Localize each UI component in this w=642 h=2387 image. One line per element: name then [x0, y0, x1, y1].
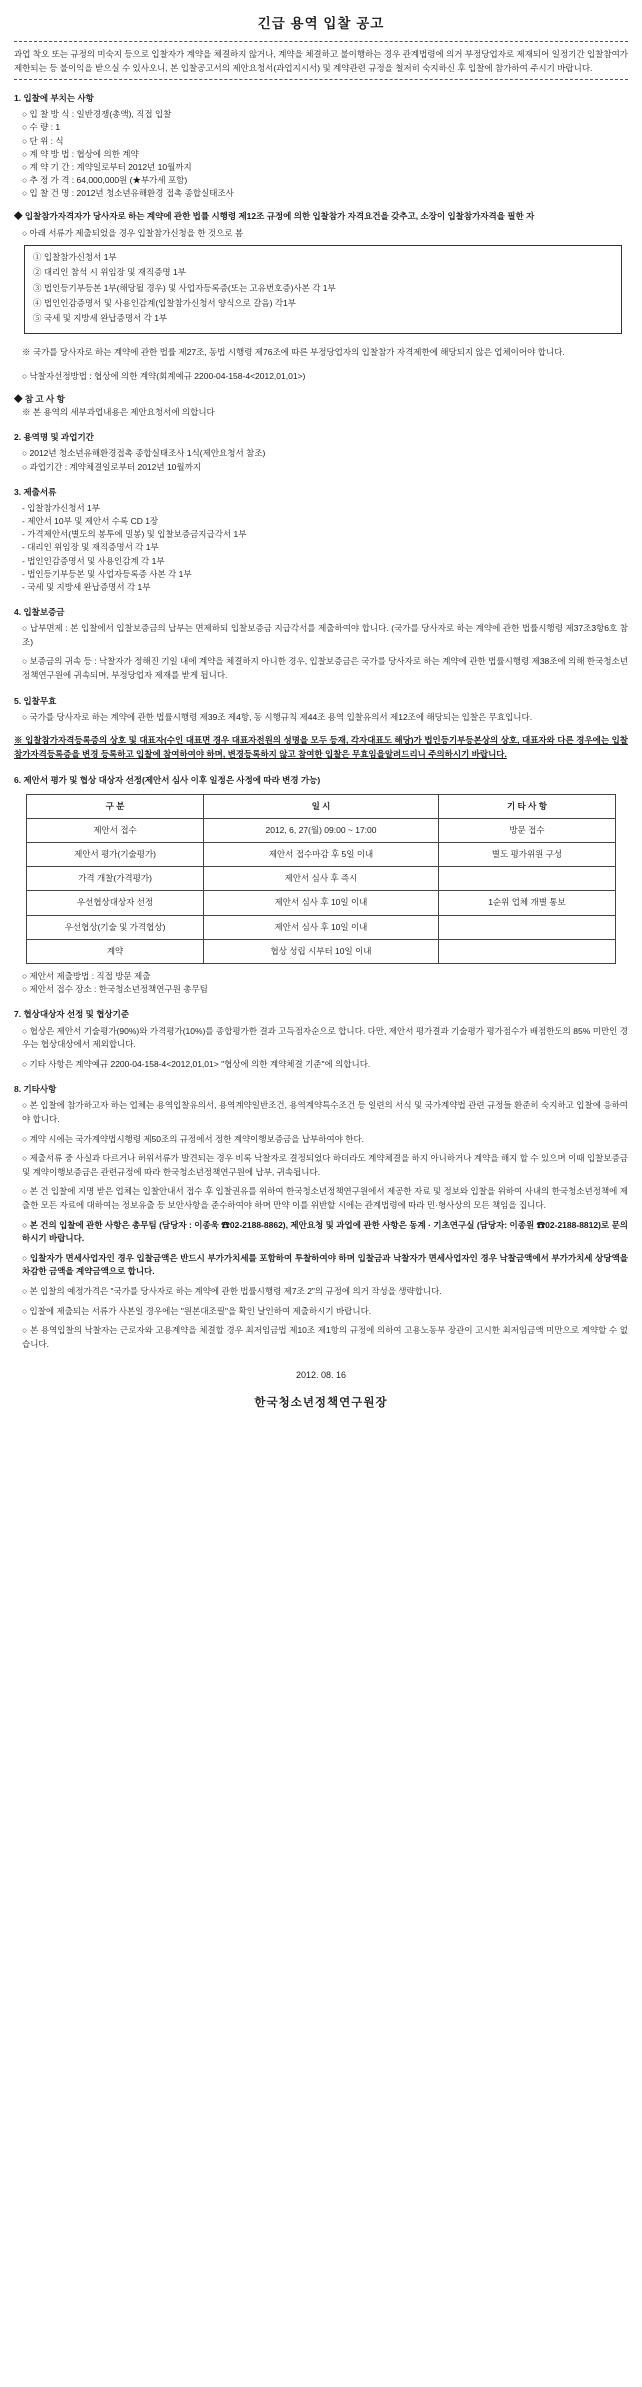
- bidding-item: ○ 입 찰 방 식 : 일반경쟁(총액), 직접 입찰: [22, 109, 172, 120]
- submission-document-item: - 대리인 위임장 및 재직증명서 각 1부: [22, 542, 159, 553]
- cell-remarks: 방문 접수: [439, 818, 616, 842]
- section-heading-qualification: ◆ 입찰참가자격자가 당사자로 하는 계약에 관한 법률 시행령 제12조 규정에 의한 입찰참가 자격요건을 갖추고, 소장이 입찰참가자격을 필한 자: [14, 211, 535, 222]
- bid-bond-forfeiture: ○ 보증금의 귀속 등 : 낙찰자가 정해진 기일 내에 계약을 체결하지 아니한 경우, 입찰보증금은 국가를 당사자로 하는 계약에 관한 법률시행령 제38조에 의해 한국청소년정책연구원에 귀속되며, 부정당업자 제재를 받게 됩니다.: [22, 656, 628, 681]
- section-heading-evaluation-schedule: 6. 제안서 평가 및 협상 대상자 선정(제안서 심사 이후 일정은 사정에 따라 변경 가능): [14, 774, 321, 785]
- other-matter-item: ○ 본 용역입찰의 낙찰자는 근로자와 고용계약을 체결할 경우 최저임금법 제10조 제1항의 규정에 의하여 고용노동부 장관이 고시한 최저임금액 미만으로 계약할 수 없습니다.: [22, 1325, 628, 1349]
- evaluation-schedule-table: [26, 794, 615, 964]
- submission-document-item: - 입찰참가신청서 1부: [22, 502, 100, 513]
- column-header-category: 구 분: [27, 794, 204, 818]
- divider-intro: [14, 79, 628, 80]
- issue-date: 2012. 08. 16: [295, 1370, 347, 1381]
- column-header-remarks: 기 타 사 항: [439, 794, 616, 818]
- bidding-item: ○ 단 위 : 식: [22, 135, 64, 146]
- bidding-item: ○ 추 정 가 격 : 64,000,000원 (★부가세 포함): [22, 175, 188, 186]
- cell-datetime: 제안서 접수마감 후 5일 이내: [203, 843, 438, 867]
- cell-remarks: 1순위 업체 개별 통보: [439, 891, 616, 915]
- cell-remarks: [439, 867, 616, 891]
- required-document-item: ② 대리인 참석 시 위임장 및 재직증명 1부: [33, 267, 186, 278]
- required-document-item: ⑤ 국세 및 지방세 완납증명서 각 1부: [33, 312, 168, 323]
- bidding-item: ○ 계 약 방 법 : 협상에 의한 계약: [22, 148, 139, 159]
- other-matter-item: ○ 입찰에 제출되는 서류가 사본일 경우에는 "원본대조필"을 확인 날인하여 제출하시기 바랍니다.: [22, 1305, 372, 1316]
- submission-document-item: - 국세 및 지방세 완납증명서 각 1부: [22, 581, 151, 592]
- submission-document-item: - 법인등기부등본 및 사업자등록증 사본 각 1부: [22, 568, 192, 579]
- required-document-item: ④ 법인인감증명서 및 사용인감계(입찰참가신청서 양식으로 갈음) 각1부: [33, 297, 296, 308]
- table-row: [27, 867, 615, 891]
- section-heading-other-matters: 8. 기타사항: [14, 1084, 57, 1095]
- section-heading-bidding-items: 1. 입찰에 부치는 사항: [14, 93, 94, 104]
- table-row: [27, 915, 615, 939]
- proposal-submission-place: ○ 제안서 접수 장소 : 한국청소년정책연구원 총무팀: [22, 984, 208, 995]
- intro-paragraph: 과업 착오 또는 규정의 미숙지 등으로 입찰자가 계약을 체결하지 않거나, 계약을 체결하고 불이행하는 경우 관계법령에 의거 부정당업자로 제재되어 일정기간 입찰참여가 제한되는 등 불이익을 받으실 수 있사오니, 본 입찰공고서의 제안요청서(과업지시서) 및 계약관련 규정을 철저히 숙지하신 후 입찰에 참가하여 주시기 바랍니다.: [14, 48, 628, 73]
- invalid-bid-note: ○ 국가를 당사자로 하는 계약에 관한 법률시행령 제39조 제4항, 동 시행규칙 제44조 용역 입찰유의서 제12조에 해당되는 입찰은 무효입니다.: [22, 711, 533, 722]
- qualification-note: ○ 아래 서류가 제출되었을 경우 입찰참가신청을 한 것으로 봄: [22, 228, 244, 239]
- cell-datetime: 제안서 심사 후 10일 이내: [203, 915, 438, 939]
- required-document-item: ① 입찰참가신청서 1부: [33, 252, 117, 263]
- cell-category: 우선협상대상자 선정: [27, 891, 204, 915]
- cell-datetime: 제안서 심사 후 즉시: [203, 867, 438, 891]
- other-matter-item: ○ 본 건 입찰에 지명 받은 업체는 입찰안내서 접수 후 입찰권유를 위하여 한국청소년정책연구원에서 제공한 자료 및 정보와 입찰을 위하여 사내의 한국청소년정책에 제출한 모든 자료에 대하여는 정보유출 등 보안사항을 준수하여야 하며 만약 이를 위반할 시에는 관계법령에 따라 민·형사상의 모든 책임을 집니다.: [22, 1186, 628, 1211]
- table-row: [27, 843, 615, 867]
- bidding-item: ○ 입 찰 건 명 : 2012년 청소년유해환경 접촉 종합실태조사: [22, 188, 234, 199]
- required-document-item: ③ 법인등기부등본 1부(해당될 경우) 및 사업자등록증(또는 고유번호증)사본 각 1부: [33, 282, 336, 293]
- section-heading-service-period: 2. 용역명 및 과업기간: [14, 432, 94, 443]
- cell-remarks: [439, 939, 616, 963]
- reference-note: ※ 본 용역의 세부과업내용은 제안요청서에 의합니다: [22, 407, 215, 418]
- cell-category: 계약: [27, 939, 204, 963]
- registration-warning: ※ 입찰참가자격등록증의 상호 및 대표자(수인 대표면 경우 대표자전원의 성명을 모두 등재, 각자대표도 해당)가 법인등기부등본상의 상호, 대표자와 다른 경우에는 입찰참가자격등록증을 변경 등록하고 입찰에 참여하여야 하며, 변경등록하지 않고 참여한 입찰은 무효임을알려드리니 주의하시기 바랍니다.: [14, 735, 628, 760]
- section-heading-bid-bond: 4. 입찰보증금: [14, 607, 65, 618]
- cell-remarks: [439, 915, 616, 939]
- cell-datetime: 2012, 6, 27(월) 09:00 ~ 17:00: [203, 818, 438, 842]
- service-period-item: ○ 과업기간 : 계약체결일로부터 2012년 10월까지: [22, 461, 202, 472]
- submission-document-item: - 법인인감증명서 및 사용인감계 각 1부: [22, 555, 165, 566]
- required-documents-box: [24, 245, 622, 334]
- contact-information: ○ 본 건의 입찰에 관한 사항은 총무팀 (담당자 : 이종욱 ☎02-2188-8862), 제안요청 및 과업에 관한 사항은 동계 · 기초연구실 (담당자: 이종원 ☎02-2188-8812)로 문의하시기 바랍니다.: [22, 1219, 628, 1244]
- bidding-item: ○ 수 량 : 1: [22, 122, 61, 133]
- table-row: [27, 939, 615, 963]
- column-header-datetime: 일 시: [203, 794, 438, 818]
- section-heading-submission-documents: 3. 제출서류: [14, 486, 57, 497]
- cell-datetime: 제안서 심사 후 10일 이내: [203, 891, 438, 915]
- cell-category: 제안서 접수: [27, 818, 204, 842]
- issuing-organization: 한국청소년정책연구원장: [254, 1397, 388, 1410]
- table-header-row: [27, 794, 615, 818]
- section-heading-negotiation-criteria: 7. 협상대상자 선정 및 협상기준: [14, 1009, 130, 1020]
- section-heading-invalid-bid: 5. 입찰무효: [14, 695, 57, 706]
- divider-top: [14, 41, 628, 42]
- other-matter-item: ○ 계약 시에는 국가계약법시행령 제50조의 규정에서 정한 계약이행보증금을 납부하여야 한다.: [22, 1133, 365, 1144]
- proposal-submission-method: ○ 제안서 제출방법 : 직접 방문 제출: [22, 970, 151, 981]
- bidding-item: ○ 계 약 기 간 : 계약일로부터 2012년 10월까지: [22, 161, 192, 172]
- submission-document-item: - 제안서 10부 및 제안서 수록 CD 1장: [22, 516, 159, 527]
- bid-bond-exemption: ○ 납부면제 : 본 입찰에서 입찰보증금의 납부는 면제하되 입찰보증금 지급각서를 제출하여야 합니다. (국가를 당사자로 하는 계약에 관한 법률시행령 제37조3항6호 참조): [22, 623, 628, 647]
- service-period-item: ○ 2012년 청소년유해환경접촉 종합실태조사 1식(제안요청서 참조): [22, 448, 266, 459]
- other-matter-item: ○ 입찰자가 면세사업자인 경우 입찰금액은 반드시 부가가치세를 포함하여 투찰하여야 하며 입찰금과 낙찰자가 면세사업자인 경우 낙찰금액에서 부가가치세 상당액을 차감한 금액을 계약금액으로 합니다.: [22, 1252, 628, 1277]
- cell-category: 제안서 평가(기술평가): [27, 843, 204, 867]
- section-heading-reference: ◆ 참 고 사 항: [14, 393, 65, 404]
- negotiation-criteria-item: ○ 기타 사항은 계약예규 2200-04-158-4<2012,01,01> "협상에 의한 계약체결 기준"에 의합니다.: [22, 1058, 371, 1069]
- cell-category: 가격 개찰(가격평가): [27, 867, 204, 891]
- qualification-restriction-note: ※ 국가를 당사자로 하는 계약에 관한 법률 제27조, 동법 시행령 제76조에 따른 부정당업자의 입찰참가 자격제한에 해당되지 않은 업체이어야 합니다.: [22, 347, 565, 358]
- negotiation-criteria-item: ○ 협상은 제안서 기술평가(90%)와 가격평가(10%)를 종합평가한 결과 고득점자순으로 합니다. 다만, 제안서 평가결과 기술평가 평가점수가 배점한도의 85% 미만인 경우는 협상대상에서 제외합니다.: [22, 1025, 628, 1050]
- table-row: [27, 818, 615, 842]
- page-title: 긴급 용역 입찰 공고: [257, 16, 385, 31]
- award-method: ○ 낙찰자선정방법 : 협상에 의한 계약(회계예규 2200-04-158-4<2012,01,01>): [22, 370, 306, 381]
- other-matter-item: ○ 본 입찰의 예정가격은 "국가를 당사자로 하는 계약에 관한 법률시행령 제7조 2"의 규정에 의거 작성을 생략합니다.: [22, 1285, 442, 1296]
- other-matter-item: ○ 본 입찰에 참가하고자 하는 업체는 용역입찰유의서, 용역계약일반조건, 용역계약특수조건 등 일련의 서식 및 국가계약법 관련 규정들 환준히 숙지하고 입찰에 응하여야 합니다.: [22, 1100, 628, 1125]
- other-matter-item: ○ 제출서류 중 사실과 다르거나 허위서류가 발견되는 경우 비록 낙찰자로 결정되었다 하더라도 계약체결을 하지 아니하거나 계약을 해지 할 수 있으며 이때 입찰보증금 및 계약이행보증금은 관련규정에 따라 한국청소년정책연구원에 납부, 귀속됩니다.: [22, 1153, 628, 1177]
- table-row: [27, 891, 615, 915]
- cell-datetime: 협상 성립 시부터 10일 이내: [203, 939, 438, 963]
- cell-remarks: 별도 평가위원 구성: [439, 843, 616, 867]
- cell-category: 우선협상(기술 및 가격협상): [27, 915, 204, 939]
- submission-document-item: - 가격제안서(별도의 봉투에 밀봉) 및 입찰보증금지급각서 1부: [22, 529, 247, 540]
